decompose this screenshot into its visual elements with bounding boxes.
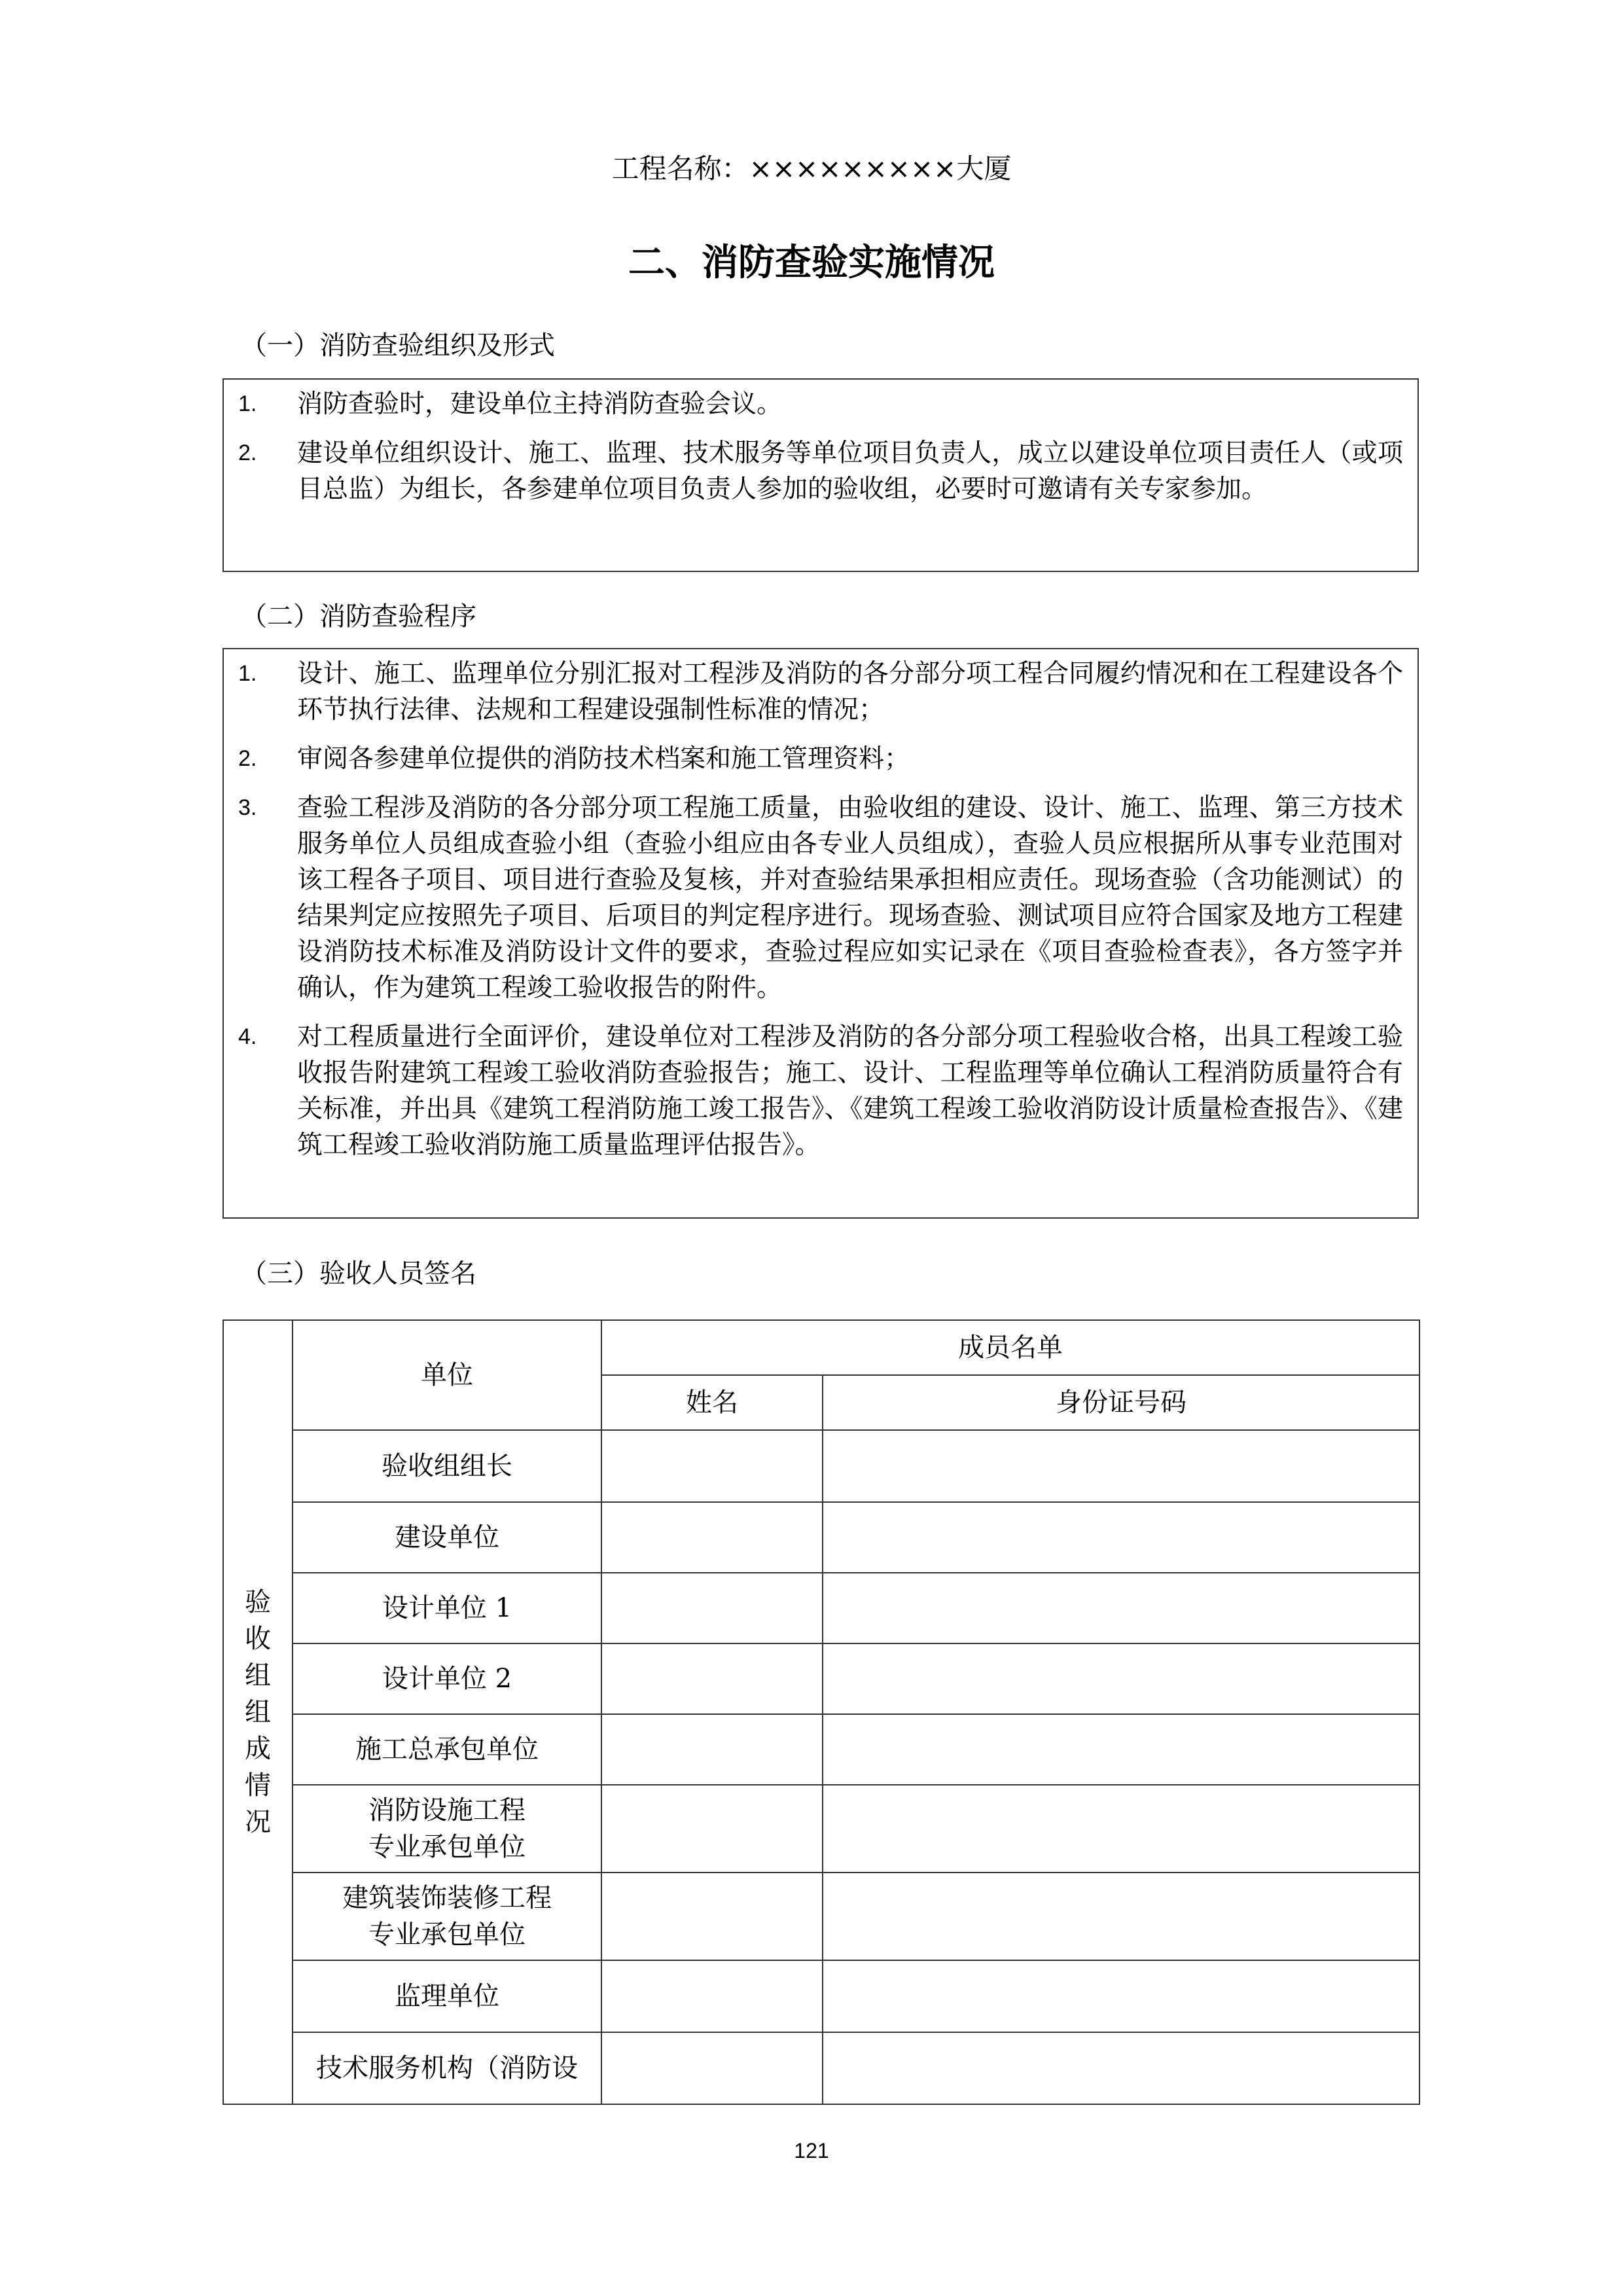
table-row (223, 1643, 1419, 1714)
name-cell[interactable] (601, 1430, 823, 1502)
unit-cell (293, 2032, 601, 2104)
section-heading-organization: （一）消防查验组织及形式 (241, 331, 555, 361)
table-row (223, 1573, 1419, 1643)
table-row (223, 1960, 1419, 2032)
name-cell[interactable] (601, 1785, 823, 1873)
id-number-cell[interactable] (823, 2032, 1419, 2104)
unit-cell (293, 1573, 601, 1643)
item-text: 设计、施工、监理单位分别汇报对工程涉及消防的各分部分项工程合同履约情况和在工程建设各个环节执行法律、法规和工程建设强制性标准的情况； (297, 659, 1403, 725)
item-number: 3. (238, 795, 257, 820)
item-number: 2. (238, 440, 257, 465)
unit-cell (293, 1785, 601, 1873)
table-row (223, 1502, 1419, 1573)
id-header: 身份证号码 (823, 1375, 1419, 1430)
list-item (224, 741, 1418, 777)
signature-table (223, 1319, 1420, 2105)
section-heading-signatures: （三）验收人员签名 (241, 1259, 476, 1289)
name-cell[interactable] (601, 1714, 823, 1785)
unit-cell (293, 1873, 601, 1960)
unit-label: 监理单位 (395, 1981, 499, 2011)
list-item (224, 435, 1418, 507)
unit-label: 验收组组长 (382, 1451, 512, 1481)
id-number-cell[interactable] (823, 1714, 1419, 1785)
id-number-cell[interactable] (823, 1960, 1419, 2032)
group-label-char: 组 (245, 1660, 271, 1691)
item-number: 4. (238, 1024, 257, 1049)
name-cell[interactable] (601, 2032, 823, 2104)
item-text: 查验工程涉及消防的各分部分项工程施工质量，由验收组的建设、设计、施工、监理、第三方技术服务单位人员组成查验小组（查验小组应由各专业人员组成），查验人员应根据所从事专业范围对该工程各子项目、项目进行查验及复核，并对查验结果承担相应责任。现场查验（含功能测试）的结果判定应按照先子项目、后项目的判定程序进行。现场查验、测试项目应符合国家及地方工程建设消防技术标准及消防设计文件的要求，查验过程应如实记录在《项目查验检查表》，各方签字并确认，作为建筑工程竣工验收报告的附件。 (297, 793, 1403, 1003)
id-number-cell[interactable] (823, 1785, 1419, 1873)
table-row (223, 1430, 1419, 1502)
table-row (223, 1873, 1419, 1960)
unit-cell (293, 1714, 601, 1785)
group-label-char: 收 (245, 1624, 271, 1654)
unit-cell (293, 1960, 601, 2032)
group-label-char: 验 (245, 1587, 271, 1617)
page-number: 121 (794, 2139, 829, 2162)
organization-box (223, 378, 1419, 572)
id-number-cell[interactable] (823, 1643, 1419, 1714)
unit-label: 施工总承包单位 (355, 1734, 539, 1765)
group-label-char: 成 (245, 1734, 271, 1764)
main-heading: 二、消防查验实施情况 (628, 242, 995, 284)
unit-label: 消防设施工程 (368, 1795, 526, 1825)
item-text: 消防查验时，建设单位主持消防查验会议。 (297, 389, 783, 419)
list-item (224, 656, 1418, 728)
list-item (224, 1019, 1418, 1163)
unit-cell (293, 1502, 601, 1573)
name-cell[interactable] (601, 1502, 823, 1573)
unit-label: 专业承包单位 (368, 1920, 526, 1950)
group-label-char: 况 (245, 1807, 271, 1837)
group-label-char: 情 (245, 1770, 271, 1801)
id-number-cell[interactable] (823, 1430, 1419, 1502)
unit-cell (293, 1430, 601, 1502)
id-number-cell[interactable] (823, 1502, 1419, 1573)
unit-header: 单位 (293, 1320, 601, 1430)
item-text: 审阅各参建单位提供的消防技术档案和施工管理资料； (297, 744, 910, 774)
id-number-cell[interactable] (823, 1873, 1419, 1960)
table-row (223, 1714, 1419, 1785)
group-label (223, 1320, 293, 2104)
group-label-char: 组 (245, 1697, 271, 1727)
id-number-cell[interactable] (823, 1573, 1419, 1643)
item-number: 1. (238, 661, 257, 686)
procedure-box (223, 648, 1419, 1219)
unit-label: 建设单位 (395, 1522, 499, 1552)
unit-label: 建筑装饰装修工程 (342, 1883, 552, 1913)
item-text: 对工程质量进行全面评价，建设单位对工程涉及消防的各分部分项工程验收合格，出具工程竣工验收报告附建筑工程竣工验收消防查验报告；施工、设计、工程监理等单位确认工程消防质量符合有关标准，并出具《建筑工程消防施工竣工报告》、《建筑工程竣工验收消防设计质量检查报告》、《建筑工程竣工验收消防施工质量监理评估报告》。 (297, 1022, 1403, 1160)
item-number: 1. (238, 391, 257, 416)
item-number: 2. (238, 746, 257, 771)
project-title: 工程名称：×××××××××大厦 (611, 152, 1012, 185)
name-cell[interactable] (601, 1573, 823, 1643)
unit-label: 设计单位 2 (382, 1664, 512, 1694)
name-cell[interactable] (601, 1873, 823, 1960)
table-row (223, 1785, 1419, 1873)
section-heading-procedure: （二）消防查验程序 (241, 601, 476, 632)
list-item (224, 386, 1418, 422)
unit-label: 技术服务机构（消防设 (316, 2053, 578, 2083)
unit-label: 专业承包单位 (368, 1832, 526, 1862)
list-item (224, 790, 1418, 1006)
name-cell[interactable] (601, 1960, 823, 2032)
unit-label: 设计单位 1 (382, 1593, 512, 1623)
name-header: 姓名 (601, 1375, 823, 1430)
members-header: 成员名单 (601, 1320, 1419, 1375)
item-text: 建设单位组织设计、施工、监理、技术服务等单位项目负责人，成立以建设单位项目责任人（或项目总监）为组长，各参建单位项目负责人参加的验收组，必要时可邀请有关专家参加。 (297, 439, 1403, 504)
unit-cell (293, 1643, 601, 1714)
table-row (223, 2032, 1419, 2104)
name-cell[interactable] (601, 1643, 823, 1714)
